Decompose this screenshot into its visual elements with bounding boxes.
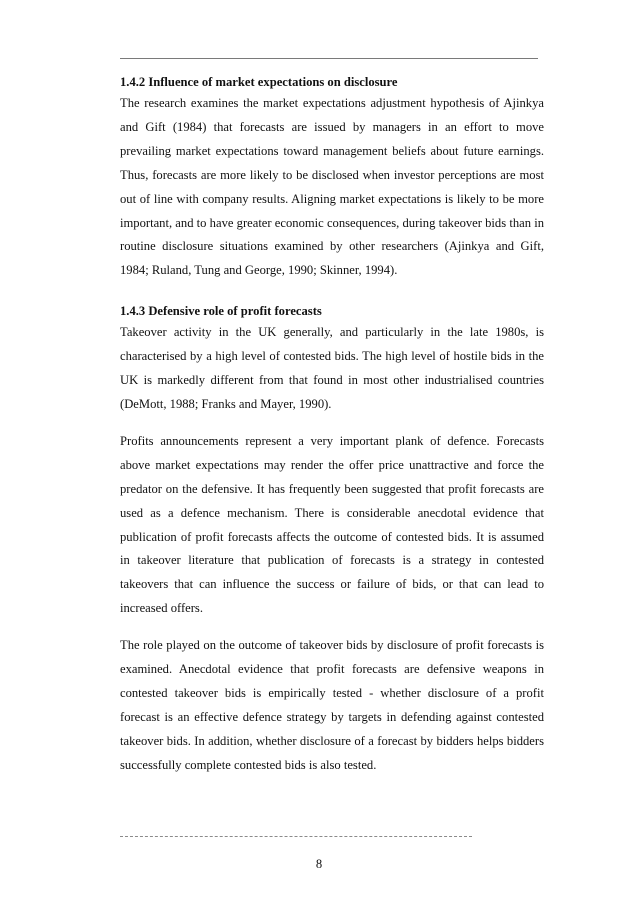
- paragraph-spacer: [120, 621, 544, 634]
- paragraph-role-of-forecasts: The role played on the outcome of takeover bids by disclosure of profit forecasts is examined. Anecdotal evidence that profit forecasts are defensive weapons in contested takeover bids is empirically tested - whether disclosure of a profit forecast is an effective defence strategy by targets in defending against contested takeover bids. In addition, whether disclosure of a forecast by bidders helps bidders successfully complete contested bids is also tested.: [120, 638, 544, 772]
- section-heading-1-4-2: 1.4.2 Influence of market expectations on disclosure: [120, 75, 398, 89]
- page-number: 8: [315, 857, 323, 871]
- section-heading-1-4-3: 1.4.3 Defensive role of profit forecasts: [120, 304, 322, 319]
- paragraph-takeover-activity: Takeover activity in the UK generally, and particularly in the late 1980s, is characterised by a high level of contested bids. The high level of hostile bids in the UK is markedly different from that found in most other industrialised countries (DeMott, 1988; Franks and Mayer, 1990).: [120, 325, 544, 411]
- paragraph-spacer: [120, 283, 544, 302]
- paragraph-profit-announcements: Profits announcements represent a very important plank of defence. Forecasts above market expectations may render the offer price unattractive and force the predator on the defensive. It has frequently been suggested that profit forecasts are used as a defence mechanism. There is considerable anecdotal evidence that publication of profit forecasts affects the outcome of contested bids. It is assumed in takeover literature that publication of forecasts is a strategy in contested takeovers that can influence the success or failure of bids, or that can lead to increased offers.: [120, 433, 544, 616]
- header-rule: [120, 58, 538, 59]
- footer-rule: [120, 836, 472, 837]
- paragraph-spacer: [120, 417, 544, 430]
- paragraph-market-expectations: The research examines the market expectations adjustment hypothesis of Ajinkya and Gift (1984) that forecasts are issued by managers in an effort to move prevailing market expectations toward management beliefs about future earnings. Thus, forecasts are more likely to be disclosed when investor perceptions are most out of line with company results. Aligning market expectations is likely to be more important, and to have greater economic consequences, during takeover bids than in routine disclosure situations examined by other researchers (Ajinkya and Gift, 1984; Ruland, Tung and George, 1990; Skinner, 1994).: [120, 96, 544, 278]
- page-content: [120, 73, 544, 778]
